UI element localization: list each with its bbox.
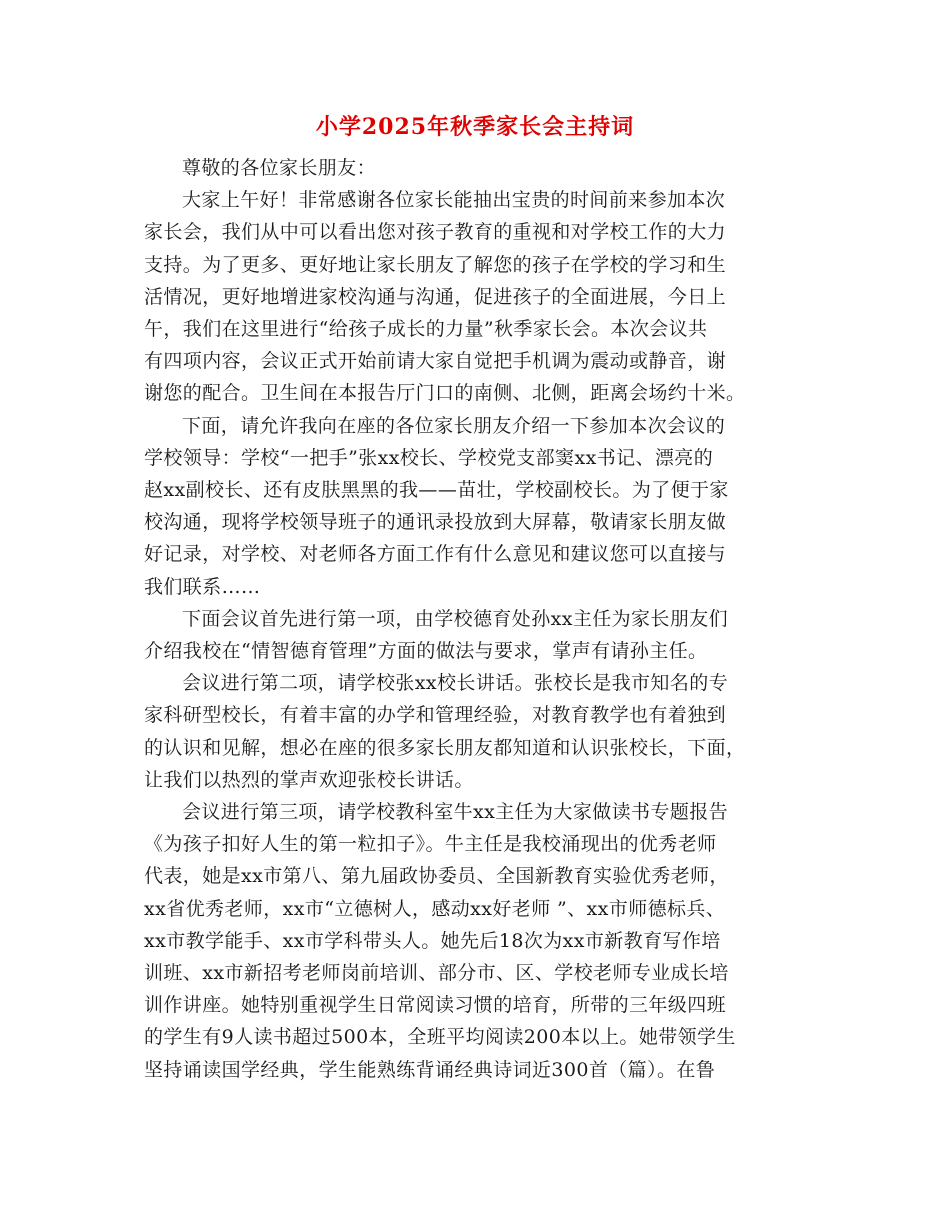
text-line: 训作讲座。她特别重视学生日常阅读习惯的培育，所带的三年级四班 — [144, 994, 727, 1017]
text-line: 大家上午好！非常感谢各位家长能抽出宝贵的时间前来参加本次 — [182, 189, 726, 212]
text-line: 下面会议首先进行第一项，由学校德育处孙xx主任为家长朋友们 — [182, 607, 729, 630]
paragraph-welcome — [144, 184, 812, 409]
text-line: 让我们以热烈的掌声欢迎张校长讲话。 — [144, 768, 474, 791]
text-line: 的学生有9人读书超过500本，全班平均阅读200本以上。她带领学生 — [144, 1026, 736, 1049]
text-line: 我们联系…… — [144, 575, 261, 598]
paragraph-item-one — [144, 603, 812, 667]
text-line: 赵xx副校长、还有皮肤黑黑的我——苗壮，学校副校长。为了便于家 — [144, 479, 729, 502]
text-line: 学校领导：学校“一把手”张xx校长、学校党支部窦xx书记、漂亮的 — [144, 446, 714, 469]
text-line: 有四项内容，会议正式开始前请大家自觉把手机调为震动或静音，谢 — [144, 350, 727, 373]
text-line: 训班、xx市新招考老师岗前培训、部分市、区、学校老师专业成长培 — [144, 962, 729, 985]
text-line: 校沟通，现将学校领导班子的通讯录投放到大屏幕，敬请家长朋友做 — [144, 511, 727, 534]
paragraph-greeting — [144, 152, 812, 184]
text-line: 活情况，更好地增进家校沟通与沟通，促进孩子的全面进展，今日上 — [144, 285, 727, 308]
text-line: 代表，她是xx市第八、第九届政协委员、全国新教育实验优秀老师， — [144, 865, 729, 888]
text-line: 好记录，对学校、对老师各方面工作有什么意见和建议您可以直接与 — [144, 543, 727, 566]
text-line: 谢您的配合。卫生间在本报告厅门口的南侧、北侧，距离会场约十米。 — [144, 382, 746, 405]
text-line: 家科研型校长，有着丰富的办学和管理经验，对教育教学也有着独到 — [144, 704, 727, 727]
text-line: 尊敬的各位家长朋友： — [182, 157, 377, 179]
text-line: 下面，请允许我向在座的各位家长朋友介绍一下参加本次会议的 — [182, 414, 726, 437]
document-body — [144, 152, 812, 1086]
paragraph-leaders — [144, 410, 812, 603]
paragraph-item-two — [144, 667, 812, 796]
text-line: 会议进行第二项，请学校张xx校长讲话。张校长是我市知名的专 — [182, 672, 729, 695]
text-line: 坚持诵读国学经典，学生能熟练背诵经典诗词近300首（篇）。在鲁 — [144, 1058, 716, 1081]
text-line: 家长会，我们从中可以看出您对孩子教育的重视和对学校工作的大力 — [144, 221, 727, 244]
text-line: 《为孩子扣好人生的第一粒扣子》。牛主任是我校涌现出的优秀老师 — [144, 833, 717, 856]
paragraph-item-three — [144, 796, 812, 1086]
text-line: xx市教学能手、xx市学科带头人。她先后18次为xx市新教育写作培 — [144, 929, 721, 952]
text-line: 午，我们在这里进行“给孩子成长的力量”秋季家长会。本次会议共 — [144, 318, 708, 341]
text-line: 介绍我校在“情智德育管理”方面的做法与要求，掌声有请孙主任。 — [144, 640, 708, 663]
text-line: 的认识和见解，想必在座的很多家长朋友都知道和认识张校长，下面， — [144, 736, 746, 759]
text-line: 支持。为了更多、更好地让家长朋友了解您的孩子在学校的学习和生 — [144, 253, 727, 276]
text-line: xx省优秀老师，xx市“立德树人，感动xx好老师 ”、xx市师德标兵、 — [144, 897, 726, 920]
document-title: 小学2025年秋季家长会主持词 — [315, 114, 635, 140]
text-line: 会议进行第三项，请学校教科室牛xx主任为大家做读书专题报告 — [182, 801, 729, 824]
